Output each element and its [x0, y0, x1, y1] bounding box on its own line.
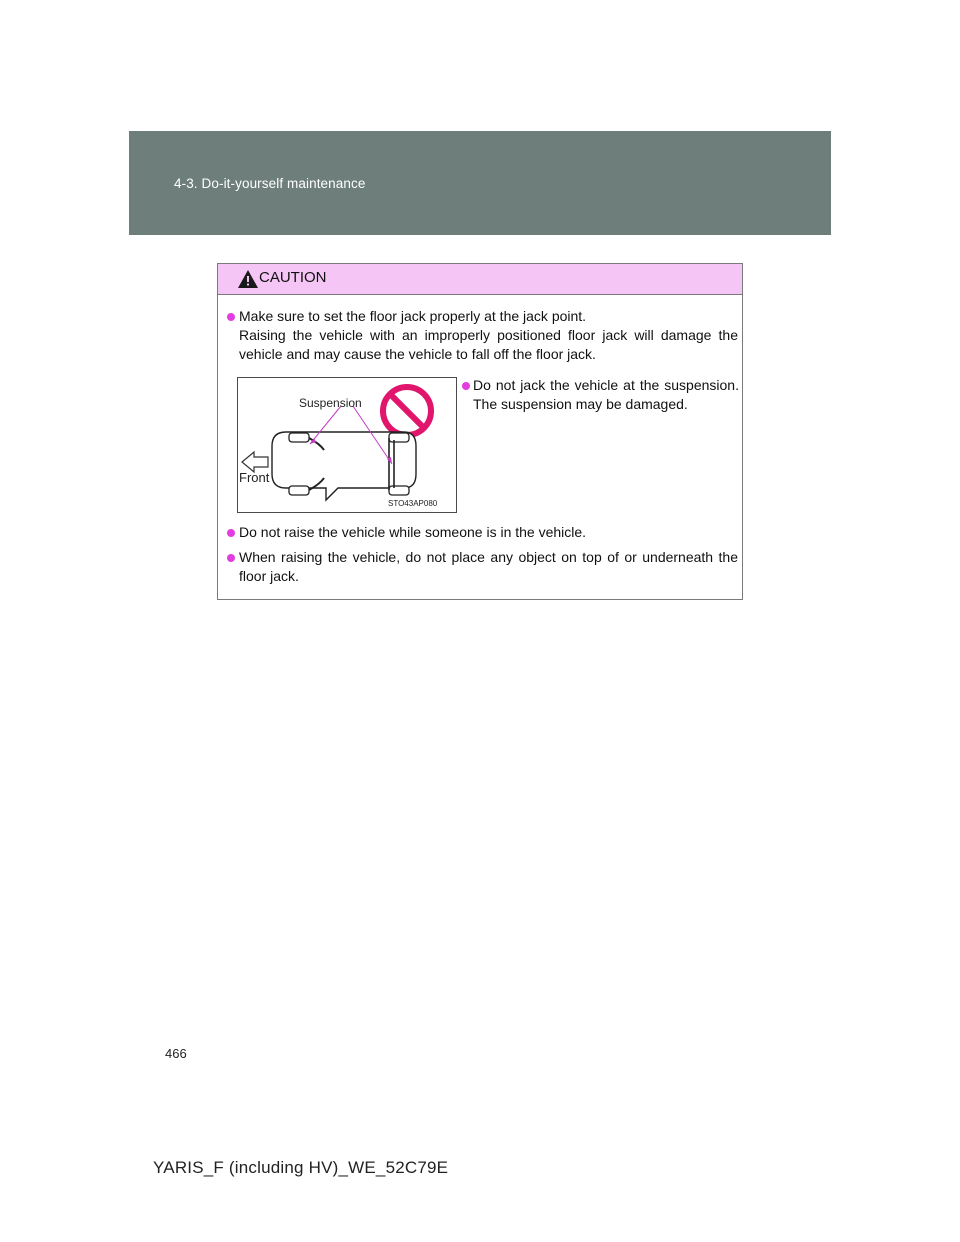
caution-title: CAUTION: [259, 269, 327, 286]
prohibition-icon: [383, 387, 431, 435]
bullet-4-text: When raising the vehicle, do not place any object on top of or underneath the floor jack.: [239, 549, 738, 584]
bullet-icon: [227, 554, 235, 562]
front-label: Front: [239, 470, 270, 485]
caution-header: [218, 264, 742, 295]
front-arrow-icon: [242, 452, 268, 472]
bullet-icon: [462, 382, 470, 390]
warning-triangle-icon: [237, 269, 259, 289]
document-code: YARIS_F (including HV)_WE_52C79E: [153, 1158, 449, 1177]
bullet-icon: [227, 529, 235, 537]
figure-code: STO43AP080: [388, 499, 438, 508]
bullet-3-text: Do not raise the vehicle while someone is in the vehicle.: [239, 524, 587, 540]
section-title: 4-3. Do-it-yourself maintenance: [174, 176, 366, 191]
bullet-1-line1: Make sure to set the floor jack properly at the jack point.: [239, 308, 587, 324]
suspension-illustration: [237, 377, 457, 513]
bullet-2-text: Do not jack the vehicle at the suspension. The suspension may be damaged.: [473, 377, 739, 412]
bullet-icon: [227, 313, 235, 321]
caution-box: [217, 263, 743, 600]
page-number: 466: [165, 1046, 187, 1061]
header-band: [129, 131, 831, 235]
bullet-1-line2: Raising the vehicle with an improperly positioned floor jack will damage the vehicle and may cause the vehicle to fall off the floor jack.: [239, 327, 738, 362]
suspension-label: Suspension: [299, 396, 362, 410]
